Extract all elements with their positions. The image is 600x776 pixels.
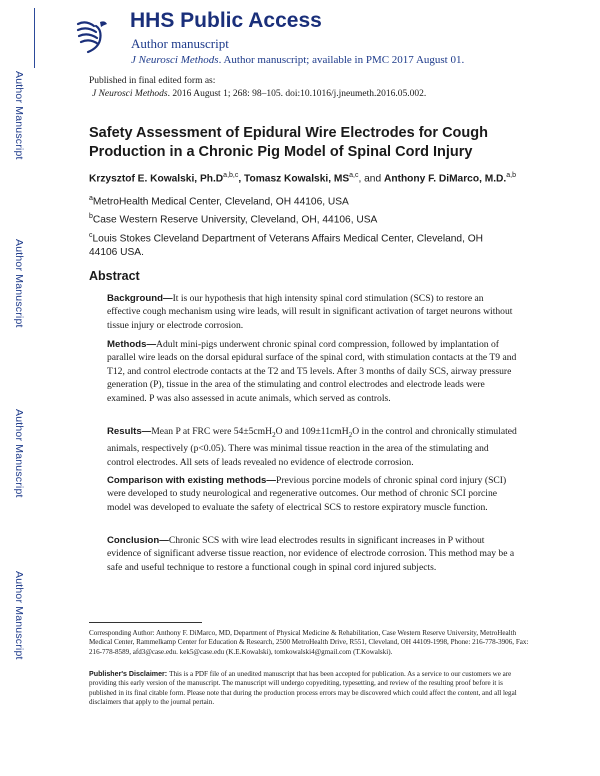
side-label-text: Author Manuscript <box>13 70 25 160</box>
footnote-divider <box>89 622 202 623</box>
affil-text: Louis Stokes Cleveland Department of Veterans Affairs Medical Center, Cleveland, OH 44106 USA. <box>89 233 484 259</box>
journal-abbrev: J Neurosci Methods <box>131 54 219 66</box>
abstract-results <box>107 425 517 469</box>
disclaimer-lead: Publisher's Disclaimer: <box>89 670 170 678</box>
section-lead: Conclusion— <box>107 535 169 546</box>
author-affil-marker: a,b,c <box>223 172 239 179</box>
affiliation <box>89 229 509 260</box>
abstract-methods <box>107 338 517 405</box>
abstract-comparison <box>107 474 517 514</box>
availability-note: . Author manuscript; available in PMC 2017 August 01. <box>218 54 465 66</box>
citation-journal: J Neurosci Methods <box>92 89 168 99</box>
affil-marker: b <box>89 213 93 220</box>
section-text: Previous porcine models of chronic spinal cord injury (SCI) were developed to study neurological and regenerative outcomes. Our method of chronic SCI porcine model was developed to evaluate the safety of electrical SCS to restore expiratory muscle function. <box>107 475 507 513</box>
author-separator: , <box>238 173 245 185</box>
affil-marker: a <box>89 195 93 202</box>
side-label-author-manuscript <box>11 228 27 338</box>
affil-marker: c <box>89 232 93 239</box>
affiliation <box>89 192 529 209</box>
section-lead: Methods— <box>107 339 157 350</box>
disclaimer-text: This is a PDF file of an unedited manuscript that has been accepted for publication. As a service to our customers we are providing this early version of the manuscript. The manuscript will undergo copyediting, typesetting, and review of the resulting proof before it is published in its final citable form. Please note that during the production process errors may be discovered which could affect the content, and all legal disclaimers that apply to the journal pertain. <box>89 670 517 707</box>
affil-text: MetroHealth Medical Center, Cleveland, OH 44106, USA <box>92 196 349 208</box>
abstract-background <box>107 292 517 332</box>
hhs-eagle-logo-icon <box>72 14 112 56</box>
affil-text: Case Western Reserve University, Cleveland, OH, 44106, USA <box>92 214 378 226</box>
section-text: Adult mini-pigs underwent chronic spinal cord compression, followed by implantation of parallel wire leads on the dorsal epidural surface of the spinal cord, with stimulation contacts at the T9 and T12, and control electrode contacts at the T2 and T5 levels. After 3 months of daily SCS, airway pressure generation (P), tissue in the area of the stimulating and control electrodes and electrode leads were examined. P was also assessed in acute animals, which served as controls. <box>107 339 517 404</box>
author-affil-marker: a,b <box>506 172 516 179</box>
author-affil-marker: a,c <box>349 172 359 179</box>
corresponding-author-footnote: Corresponding Author: Anthony F. DiMarco, MD, Department of Physical Medicine & Rehabilitation, Case Western Reserve University, MetroHealth Medical Center, Rammelkamp Center for Education & Research, 2500 MetroHealth Drive, R551, Cleveland, OH 44109-1998, Phone: 216-778-3906, Fax: 216-778-8589, afd3@case.edu. kek5@case.edu (K.E.Kowalski), tomkowalski4@gmail.com (T.Kowalski). <box>89 629 529 656</box>
side-label-text: Author Manuscript <box>13 408 25 498</box>
abstract-heading: Abstract <box>89 269 140 283</box>
abstract-conclusion <box>107 534 517 574</box>
header-divider-line <box>34 8 35 68</box>
subscript: 2 <box>272 430 276 439</box>
author-name: Anthony F. DiMarco, M.D. <box>383 173 507 185</box>
affiliation <box>89 210 529 227</box>
side-label-author-manuscript <box>11 560 27 670</box>
author-name: Krzysztof E. Kowalski, Ph.D <box>89 173 224 185</box>
section-text: Chronic SCS with wire lead electrodes results in significant increases in P without evidence of significant adverse tissue reaction, nor evidence of electrode corrosion. This method may be a safe and useful technique to restore a functional cough in spinal cord injured subjects. <box>107 535 515 573</box>
section-lead: Results— <box>107 426 152 437</box>
citation-details: . 2016 August 1; 268: 98–105. doi:10.1016/j.jneumeth.2016.05.002. <box>167 89 427 99</box>
publisher-disclaimer-footnote <box>89 670 529 708</box>
author-manuscript-label: Author manuscript <box>131 36 229 51</box>
author-list <box>89 172 516 184</box>
citation-line <box>92 89 426 99</box>
section-text: It is our hypothesis that high intensity spinal cord stimulation (SCS) to restore an effective cough mechanism using wire leads, will result in significant activation of target neurons without tissue injury or electrode corrosion. <box>107 293 513 331</box>
side-label-author-manuscript <box>11 60 27 170</box>
article-title: Safety Assessment of Epidural Wire Electrodes for Cough Production in a Chronic Pig Model of Spinal Cord Injury <box>89 125 488 160</box>
hhs-public-access-title: HHS Public Access <box>130 9 322 32</box>
section-text: O and 109±11cmH <box>275 426 349 437</box>
section-text: O in the control and chronically stimulated animals, respectively (p<0.05). There was minimal tissue reaction in the area of the stimulating and control electrodes. All sets of leads revealed no evidence of electrode corrosion. <box>107 426 517 468</box>
side-label-author-manuscript <box>11 398 27 508</box>
side-label-text: Author Manuscript <box>13 238 25 328</box>
side-label-text: Author Manuscript <box>13 570 25 660</box>
section-lead: Comparison with existing methods— <box>107 475 276 486</box>
author-separator: , and <box>358 173 384 185</box>
section-lead: Background— <box>107 293 173 304</box>
published-label: Published in final edited form as: <box>89 76 216 86</box>
section-text: Mean P at FRC were 54±5cmH <box>151 426 273 437</box>
journal-availability-line <box>131 54 464 66</box>
subscript: 2 <box>348 430 353 439</box>
author-name: Tomasz Kowalski, MS <box>244 173 350 185</box>
